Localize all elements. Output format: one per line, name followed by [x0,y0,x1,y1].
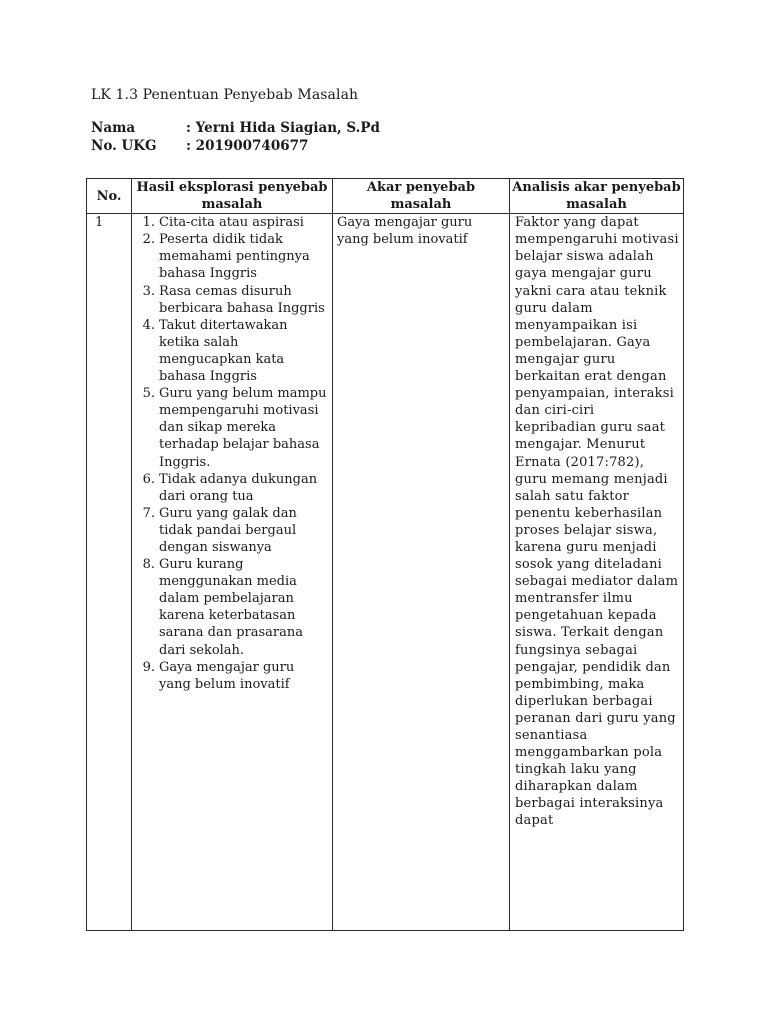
table-header-row [87,179,684,214]
list-item [136,231,328,282]
list-item-number: 5. [142,386,155,402]
header-analisis-akar: Analisis akar penyebab masalah [510,179,684,214]
ukg-label: No. UKG [91,138,157,154]
name-label: Nama [91,120,136,136]
list-item [136,471,328,505]
header-akar-penyebab: Akar penyebab masalah [333,179,510,214]
list-item [136,556,328,659]
list-item [136,317,328,385]
list-item-text: Guru yang belum mampu mempengaruhi motivasi dan sikap mereka terhadap belajar bahasa Inggris. [159,386,327,470]
list-item-number: 6. [142,471,155,487]
problem-cause-table [86,178,684,931]
list-item [136,505,328,556]
list-item-number: 8. [142,557,155,573]
document-title: LK 1.3 Penentuan Penyebab Masalah [91,87,359,103]
list-item [136,214,328,231]
root-cause-cell: Gaya mengajar guru yang belum inovatif [333,214,510,931]
list-item-text: Guru yang galak dan tidak pandai bergaul dengan siswanya [159,505,297,555]
list-item-number: 9. [142,659,155,675]
table-row [87,214,684,931]
row-number: 1 [87,214,132,931]
list-item-text: Takut ditertawakan ketika salah mengucapkan kata bahasa Inggris [159,317,288,385]
list-item-number: 4. [142,317,155,333]
list-item-text: Peserta didik tidak memahami pentingnya bahasa Inggris [159,232,310,282]
identity-block [91,119,380,155]
name-value: : Yerni Hida Siagian, S.Pd [186,120,380,136]
name-row [91,119,380,137]
analysis-cell: Faktor yang dapat mempengaruhi motivasi belajar siswa adalah gaya mengajar guru yakni cara atau teknik guru dalam menyampaikan isi pembelajaran. Gaya mengajar guru berkaitan erat dengan penyampaian, interaksi dan ciri-ciri kepribadian guru saat mengajar. Menurut Ernata (2017:782), guru memang menjadi salah satu faktor penentu keberhasilan proses belajar siswa, karena guru menjadi sosok yang diteladani sebagai mediator dalam mentransfer ilmu pengetahuan kepada siswa. Terkait dengan fungsinya sebagai pengajar, pendidik dan pembimbing, maka diperlukan berbagai peranan dari guru yang senantiasa menggambarkan pola tingkah laku yang diharapkan dalam berbagai interaksinya dapat [510,214,684,931]
ukg-row [91,137,380,155]
causes-list [136,214,328,693]
list-item [136,659,328,693]
causes-cell [132,214,333,931]
list-item [136,283,328,317]
list-item-text: Rasa cemas disuruh berbicara bahasa Inggris [159,283,325,316]
ukg-value: : 201900740677 [186,138,309,154]
header-no: No. [87,179,132,214]
list-item-text: Guru kurang menggunakan media dalam pembelajaran karena keterbatasan sarana dan prasarana dari sekolah. [159,557,304,658]
list-item-text: Gaya mengajar guru yang belum inovatif [159,659,295,692]
header-hasil-eksplorasi: Hasil eksplorasi penyebab masalah [132,179,333,214]
list-item [136,385,328,470]
list-item-number: 7. [142,505,155,521]
list-item-text: Cita-cita atau aspirasi [159,215,304,231]
list-item-number: 1. [142,215,155,231]
list-item-number: 3. [142,283,155,299]
list-item-text: Tidak adanya dukungan dari orang tua [159,471,318,504]
list-item-number: 2. [142,232,155,248]
